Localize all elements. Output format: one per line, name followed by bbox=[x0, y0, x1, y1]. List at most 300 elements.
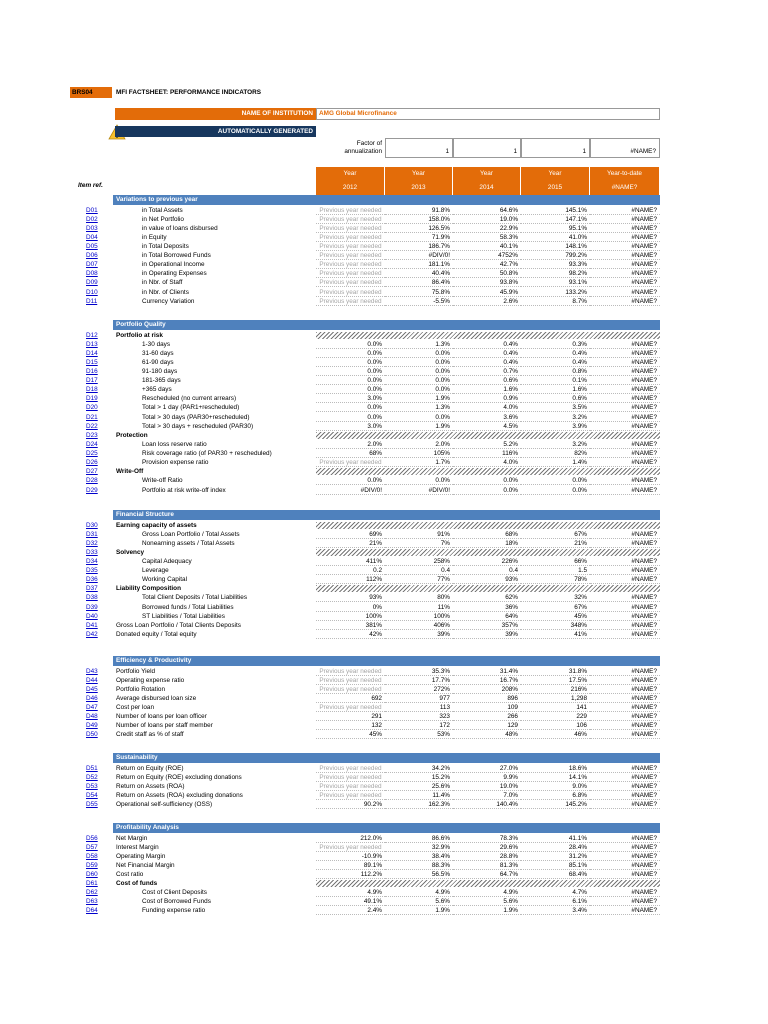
value-cell: #NAME? bbox=[590, 603, 660, 612]
item-ref-link[interactable]: D08 bbox=[86, 270, 98, 278]
value-cell: 68% bbox=[453, 530, 521, 539]
row-label: Working Capital bbox=[142, 576, 187, 584]
factor-cell[interactable]: 1 bbox=[453, 138, 521, 158]
value-cell: 133.2% bbox=[521, 288, 590, 297]
row-label: Return on Assets (ROA) excluding donations bbox=[116, 791, 243, 799]
item-ref-link[interactable]: D51 bbox=[86, 764, 98, 772]
value-cell: 1.9% bbox=[453, 906, 521, 915]
year-column-header: Year 2015 bbox=[521, 167, 590, 195]
item-ref-link[interactable]: D04 bbox=[86, 233, 98, 241]
item-ref-link[interactable]: D32 bbox=[86, 539, 98, 547]
value-cell: 0.6% bbox=[453, 376, 521, 385]
row-label: Total Client Deposits / Total Liabilities bbox=[142, 594, 248, 602]
value-cell: 71.9% bbox=[385, 233, 453, 242]
value-cell: Previous year needed bbox=[316, 773, 385, 782]
value-cell: 56.5% bbox=[385, 870, 453, 879]
value-cell: 0.2 bbox=[316, 566, 385, 575]
row-label: Return on Equity (ROE) excluding donations bbox=[116, 773, 242, 781]
value-cell: #NAME? bbox=[590, 870, 660, 879]
value-cell: 4752% bbox=[453, 251, 521, 260]
value-cell: 113 bbox=[385, 703, 453, 712]
item-ref-link[interactable]: D62 bbox=[86, 889, 98, 897]
value-cell: -10.9% bbox=[316, 852, 385, 861]
item-ref-link[interactable]: D28 bbox=[86, 477, 98, 485]
value-cell: 106 bbox=[521, 721, 590, 730]
value-cell: #NAME? bbox=[590, 486, 660, 495]
item-ref-link[interactable]: D31 bbox=[86, 530, 98, 538]
value-cell: 2.0% bbox=[385, 440, 453, 449]
item-ref-link[interactable]: D41 bbox=[86, 621, 98, 629]
table-row bbox=[0, 566, 768, 575]
institution-label: NAME OF INSTITUTION bbox=[115, 108, 316, 120]
value-cell: #NAME? bbox=[590, 800, 660, 809]
value-cell: 0.0% bbox=[385, 349, 453, 358]
item-ref-link[interactable]: D43 bbox=[86, 667, 98, 675]
value-cell: 0.1% bbox=[521, 376, 590, 385]
value-cell: 19.0% bbox=[453, 782, 521, 791]
table-row bbox=[0, 593, 768, 602]
value-cell: 692 bbox=[316, 694, 385, 703]
year-column-header: Year-to-date #NAME? bbox=[590, 167, 660, 195]
value-cell: 68% bbox=[316, 449, 385, 458]
value-cell: 40.4% bbox=[385, 269, 453, 278]
value-cell: #NAME? bbox=[590, 260, 660, 269]
item-ref-link[interactable]: D23 bbox=[86, 431, 98, 439]
item-ref-link[interactable]: D58 bbox=[86, 852, 98, 860]
item-ref-link[interactable]: D10 bbox=[86, 288, 98, 296]
item-ref-link[interactable]: D18 bbox=[86, 386, 98, 394]
value-cell: 67% bbox=[521, 603, 590, 612]
value-cell: 78% bbox=[521, 575, 590, 584]
item-ref-link[interactable]: D16 bbox=[86, 367, 98, 375]
value-cell: Previous year needed bbox=[316, 224, 385, 233]
value-cell: 145.1% bbox=[521, 206, 590, 215]
item-ref-link[interactable]: D29 bbox=[86, 486, 98, 494]
value-cell: 105% bbox=[385, 449, 453, 458]
value-cell: #NAME? bbox=[590, 630, 660, 639]
value-cell: 77% bbox=[385, 575, 453, 584]
item-ref-link[interactable]: D01 bbox=[86, 206, 98, 214]
row-label: Solvency bbox=[116, 548, 145, 556]
value-cell: 64.6% bbox=[453, 206, 521, 215]
table-row bbox=[0, 358, 768, 367]
item-ref-link[interactable]: D52 bbox=[86, 773, 98, 781]
item-ref-link[interactable]: D61 bbox=[86, 880, 98, 888]
item-ref-link[interactable]: D09 bbox=[86, 279, 98, 287]
item-ref-link[interactable]: D14 bbox=[86, 349, 98, 357]
value-cell: 0.4 bbox=[453, 566, 521, 575]
value-cell: 229 bbox=[521, 712, 590, 721]
item-ref-link[interactable]: D50 bbox=[86, 731, 98, 739]
value-cell: 4.9% bbox=[385, 888, 453, 897]
item-ref-link[interactable]: D33 bbox=[86, 548, 98, 556]
item-ref-link[interactable]: D35 bbox=[86, 567, 98, 575]
table-row bbox=[0, 367, 768, 376]
value-cell: Previous year needed bbox=[316, 251, 385, 260]
value-cell: 50.8% bbox=[453, 269, 521, 278]
hatched-cell bbox=[316, 880, 660, 887]
value-cell: 1.3% bbox=[385, 340, 453, 349]
value-cell: 11% bbox=[385, 603, 453, 612]
value-cell: Previous year needed bbox=[316, 278, 385, 287]
value-cell: 34.2% bbox=[385, 764, 453, 773]
row-label: Operating expense ratio bbox=[116, 676, 185, 684]
value-cell: #NAME? bbox=[590, 476, 660, 485]
row-label: Donated equity / Total equity bbox=[116, 630, 197, 638]
item-ref-link[interactable]: D60 bbox=[86, 870, 98, 878]
value-cell: Previous year needed bbox=[316, 685, 385, 694]
item-ref-link[interactable]: D06 bbox=[86, 252, 98, 260]
row-label: Cost of funds bbox=[116, 880, 158, 888]
item-ref-link[interactable]: D64 bbox=[86, 907, 98, 915]
value-cell: 93.1% bbox=[521, 278, 590, 287]
value-cell: Previous year needed bbox=[316, 260, 385, 269]
value-cell: 0.0% bbox=[316, 349, 385, 358]
value-cell: #NAME? bbox=[590, 358, 660, 367]
value-cell: #NAME? bbox=[590, 413, 660, 422]
value-cell: 6.8% bbox=[521, 791, 590, 800]
table-row bbox=[0, 870, 768, 879]
value-cell: 258% bbox=[385, 557, 453, 566]
row-label: Gross Loan Portfolio / Total Clients Deposits bbox=[116, 621, 241, 629]
table-row bbox=[0, 539, 768, 548]
row-label: Net Margin bbox=[116, 834, 148, 842]
value-cell: 411% bbox=[316, 557, 385, 566]
table-row bbox=[0, 712, 768, 721]
value-cell: 1.5 bbox=[521, 566, 590, 575]
value-cell: 0.0% bbox=[453, 476, 521, 485]
row-label: Liability Composition bbox=[116, 585, 181, 593]
value-cell: Previous year needed bbox=[316, 843, 385, 852]
value-cell: 129 bbox=[453, 721, 521, 730]
row-label: in Total Borrowed Funds bbox=[142, 252, 211, 260]
value-cell: 91.8% bbox=[385, 206, 453, 215]
value-cell: #DIV/0! bbox=[385, 486, 453, 495]
item-ref-link[interactable]: D20 bbox=[86, 404, 98, 412]
value-cell: 39% bbox=[385, 630, 453, 639]
value-cell: 82% bbox=[521, 449, 590, 458]
value-cell: 0.6% bbox=[521, 394, 590, 403]
table-row bbox=[0, 403, 768, 412]
value-cell: 35.3% bbox=[385, 667, 453, 676]
item-ref-link[interactable]: D57 bbox=[86, 843, 98, 851]
year-column-header: Year 2012 bbox=[316, 167, 385, 195]
value-cell: 208% bbox=[453, 685, 521, 694]
value-cell: #NAME? bbox=[590, 251, 660, 260]
value-cell: #NAME? bbox=[590, 906, 660, 915]
value-cell: 45% bbox=[316, 730, 385, 739]
factor-label: Factor of annualization bbox=[344, 140, 382, 155]
item-ref-link[interactable]: D03 bbox=[86, 224, 98, 232]
value-cell: #NAME? bbox=[590, 593, 660, 602]
row-label: in Total Deposits bbox=[142, 242, 189, 250]
value-cell: 162.3% bbox=[385, 800, 453, 809]
section-header: Financial Structure bbox=[113, 510, 660, 520]
table-row bbox=[0, 730, 768, 739]
item-ref-link[interactable]: D45 bbox=[86, 685, 98, 693]
item-ref-link[interactable]: D22 bbox=[86, 422, 98, 430]
table-row bbox=[0, 278, 768, 287]
item-ref-link[interactable]: D05 bbox=[86, 242, 98, 250]
sheet-code: BRS04 bbox=[70, 87, 112, 98]
table-row bbox=[0, 297, 768, 306]
value-cell: 7.0% bbox=[453, 791, 521, 800]
value-cell: 0.0% bbox=[316, 476, 385, 485]
value-cell: 381% bbox=[316, 621, 385, 630]
item-ref-link[interactable]: D40 bbox=[86, 612, 98, 620]
row-label: Cost per loan bbox=[116, 703, 155, 711]
value-cell: 89.1% bbox=[316, 861, 385, 870]
value-cell: 45.9% bbox=[453, 288, 521, 297]
value-cell: 272% bbox=[385, 685, 453, 694]
value-cell: 64% bbox=[453, 612, 521, 621]
value-cell: 88.3% bbox=[385, 861, 453, 870]
value-cell: 78.3% bbox=[453, 834, 521, 843]
value-cell: 2.0% bbox=[316, 440, 385, 449]
value-cell: 4.0% bbox=[453, 403, 521, 412]
table-row bbox=[0, 676, 768, 685]
row-label: Operational self-sufficiency (OSS) bbox=[116, 800, 213, 808]
value-cell: 0% bbox=[316, 603, 385, 612]
row-label: Loan loss reserve ratio bbox=[142, 440, 207, 448]
value-cell: Previous year needed bbox=[316, 269, 385, 278]
institution-name-field[interactable]: AMG Global Microfinance bbox=[316, 108, 660, 120]
row-label: +365 days bbox=[142, 386, 172, 394]
table-row bbox=[0, 260, 768, 269]
table-row bbox=[0, 431, 768, 440]
row-label: Funding expense ratio bbox=[142, 907, 206, 915]
value-cell: Previous year needed bbox=[316, 206, 385, 215]
table-row bbox=[0, 206, 768, 215]
value-cell: 4.9% bbox=[453, 888, 521, 897]
value-cell: Previous year needed bbox=[316, 676, 385, 685]
item-ref-link[interactable]: D53 bbox=[86, 782, 98, 790]
table-row bbox=[0, 603, 768, 612]
value-cell: 357% bbox=[453, 621, 521, 630]
item-ref-link[interactable]: D55 bbox=[86, 800, 98, 808]
item-ref-link[interactable]: D56 bbox=[86, 834, 98, 842]
value-cell: 31.4% bbox=[453, 667, 521, 676]
item-ref-link[interactable]: D19 bbox=[86, 395, 98, 403]
value-cell: #NAME? bbox=[590, 242, 660, 251]
item-ref-link[interactable]: D54 bbox=[86, 791, 98, 799]
value-cell: 39% bbox=[453, 630, 521, 639]
table-row bbox=[0, 861, 768, 870]
table-row bbox=[0, 685, 768, 694]
value-cell: 1.9% bbox=[385, 906, 453, 915]
table-row bbox=[0, 621, 768, 630]
value-cell: 141 bbox=[521, 703, 590, 712]
item-ref-link[interactable]: D30 bbox=[86, 521, 98, 529]
value-cell: 3.2% bbox=[521, 413, 590, 422]
row-label: Return on Equity (ROE) bbox=[116, 764, 184, 772]
value-cell: #NAME? bbox=[590, 403, 660, 412]
value-cell: 323 bbox=[385, 712, 453, 721]
value-cell: 0.0% bbox=[316, 376, 385, 385]
table-row bbox=[0, 458, 768, 467]
item-ref-link[interactable]: D17 bbox=[86, 377, 98, 385]
value-cell: 95.1% bbox=[521, 224, 590, 233]
item-ref-link[interactable]: D37 bbox=[86, 585, 98, 593]
item-ref-link[interactable]: D15 bbox=[86, 358, 98, 366]
item-ref-link[interactable]: D49 bbox=[86, 722, 98, 730]
row-label: in Total Assets bbox=[142, 206, 183, 214]
value-cell: 5.6% bbox=[385, 897, 453, 906]
value-cell: 0.0% bbox=[385, 413, 453, 422]
item-ref-link[interactable]: D07 bbox=[86, 261, 98, 269]
value-cell: Previous year needed bbox=[316, 667, 385, 676]
value-cell: 4.5% bbox=[453, 422, 521, 431]
value-cell: #NAME? bbox=[590, 449, 660, 458]
value-cell: 1.4% bbox=[521, 458, 590, 467]
item-ref-link[interactable]: D59 bbox=[86, 861, 98, 869]
row-label: ST Liabilities / Total Liabilities bbox=[142, 612, 225, 620]
table-row bbox=[0, 782, 768, 791]
value-cell: 0.0% bbox=[316, 358, 385, 367]
item-ref-link[interactable]: D63 bbox=[86, 898, 98, 906]
item-ref-link[interactable]: D12 bbox=[86, 331, 98, 339]
value-cell: 36% bbox=[453, 603, 521, 612]
hatched-cell bbox=[316, 522, 660, 529]
table-row bbox=[0, 394, 768, 403]
value-cell: #NAME? bbox=[590, 612, 660, 621]
table-row bbox=[0, 340, 768, 349]
item-ref-link[interactable]: D36 bbox=[86, 576, 98, 584]
value-cell: #NAME? bbox=[590, 621, 660, 630]
item-ref-link[interactable]: D47 bbox=[86, 703, 98, 711]
value-cell: #NAME? bbox=[590, 676, 660, 685]
row-label: Capital Adequacy bbox=[142, 557, 192, 565]
table-row bbox=[0, 575, 768, 584]
value-cell: Previous year needed bbox=[316, 297, 385, 306]
table-row bbox=[0, 242, 768, 251]
item-ref-link[interactable]: D39 bbox=[86, 603, 98, 611]
item-ref-link[interactable]: D25 bbox=[86, 450, 98, 458]
item-ref-link[interactable]: D34 bbox=[86, 557, 98, 565]
item-ref-link[interactable]: D42 bbox=[86, 630, 98, 638]
item-ref-link[interactable]: D13 bbox=[86, 340, 98, 348]
value-cell: 67% bbox=[521, 530, 590, 539]
table-row bbox=[0, 269, 768, 278]
value-cell: #NAME? bbox=[590, 440, 660, 449]
factor-cell[interactable]: #NAME? bbox=[590, 138, 660, 158]
auto-generated-label: AUTOMATICALLY GENERATED bbox=[115, 126, 316, 137]
value-cell: 42.7% bbox=[453, 260, 521, 269]
value-cell: #NAME? bbox=[590, 694, 660, 703]
table-row bbox=[0, 521, 768, 530]
table-row bbox=[0, 376, 768, 385]
value-cell: 145.2% bbox=[521, 800, 590, 809]
value-cell: Previous year needed bbox=[316, 458, 385, 467]
value-cell: #NAME? bbox=[590, 224, 660, 233]
row-label: Provision expense ratio bbox=[142, 459, 209, 467]
value-cell: 0.4% bbox=[521, 358, 590, 367]
factor-cell[interactable]: 1 bbox=[521, 138, 590, 158]
value-cell: #NAME? bbox=[590, 897, 660, 906]
value-cell: #NAME? bbox=[590, 539, 660, 548]
table-row bbox=[0, 834, 768, 843]
value-cell: 140.4% bbox=[453, 800, 521, 809]
table-row bbox=[0, 694, 768, 703]
item-ref-link[interactable]: D24 bbox=[86, 440, 98, 448]
value-cell: #NAME? bbox=[590, 791, 660, 800]
value-cell: 32.9% bbox=[385, 843, 453, 852]
item-ref-link[interactable]: D02 bbox=[86, 215, 98, 223]
value-cell: #NAME? bbox=[590, 367, 660, 376]
value-cell: #NAME? bbox=[590, 233, 660, 242]
table-row bbox=[0, 331, 768, 340]
hatched-cell bbox=[316, 432, 660, 439]
value-cell: 0.0% bbox=[385, 385, 453, 394]
value-cell: 148.1% bbox=[521, 242, 590, 251]
value-cell: #NAME? bbox=[590, 782, 660, 791]
row-label: Portfolio Rotation bbox=[116, 685, 166, 693]
value-cell: 18% bbox=[453, 539, 521, 548]
value-cell: 0.4% bbox=[521, 349, 590, 358]
row-label: Number of loans per loan officer bbox=[116, 713, 207, 721]
item-ref-link[interactable]: D27 bbox=[86, 468, 98, 476]
table-row bbox=[0, 764, 768, 773]
value-cell: 86.6% bbox=[385, 834, 453, 843]
value-cell: 27.0% bbox=[453, 764, 521, 773]
value-cell: 132 bbox=[316, 721, 385, 730]
value-cell: 226% bbox=[453, 557, 521, 566]
row-label: Net Financial Margin bbox=[116, 861, 175, 869]
value-cell: #NAME? bbox=[590, 530, 660, 539]
value-cell: Previous year needed bbox=[316, 791, 385, 800]
item-ref-link[interactable]: D38 bbox=[86, 594, 98, 602]
row-label: Total > 30 days (PAR30+rescheduled) bbox=[142, 413, 250, 421]
value-cell: 1.3% bbox=[385, 403, 453, 412]
row-label: in Nbr. of Clients bbox=[142, 288, 189, 296]
hatched-cell bbox=[316, 332, 660, 339]
value-cell: 0.0% bbox=[385, 476, 453, 485]
value-cell: 0.0% bbox=[385, 367, 453, 376]
value-cell: 100% bbox=[385, 612, 453, 621]
item-ref-link[interactable]: D46 bbox=[86, 694, 98, 702]
value-cell: 181.1% bbox=[385, 260, 453, 269]
item-ref-link[interactable]: D11 bbox=[86, 297, 98, 305]
row-label: in Net Portfolio bbox=[142, 215, 184, 223]
value-cell: 3.6% bbox=[453, 413, 521, 422]
item-ref-link[interactable]: D21 bbox=[86, 413, 98, 421]
row-label: Portfolio at risk write-off index bbox=[142, 486, 226, 494]
table-row bbox=[0, 852, 768, 861]
value-cell: 9.0% bbox=[521, 782, 590, 791]
value-cell: #NAME? bbox=[590, 340, 660, 349]
value-cell: 1.9% bbox=[385, 394, 453, 403]
table-row bbox=[0, 548, 768, 557]
value-cell: 116% bbox=[453, 449, 521, 458]
value-cell: 98.2% bbox=[521, 269, 590, 278]
table-row bbox=[0, 233, 768, 242]
year-column-header: Year 2013 bbox=[385, 167, 453, 195]
factor-cell[interactable]: 1 bbox=[385, 138, 453, 158]
value-cell: 25.6% bbox=[385, 782, 453, 791]
item-ref-link[interactable]: D44 bbox=[86, 676, 98, 684]
value-cell: 158.0% bbox=[385, 215, 453, 224]
row-label: 61-90 days bbox=[142, 358, 174, 366]
table-row bbox=[0, 476, 768, 485]
value-cell: #DIV/0! bbox=[385, 251, 453, 260]
item-ref-link[interactable]: D26 bbox=[86, 459, 98, 467]
value-cell: 112% bbox=[316, 575, 385, 584]
row-label: 181-365 days bbox=[142, 377, 181, 385]
value-cell: 16.7% bbox=[453, 676, 521, 685]
value-cell: #NAME? bbox=[590, 575, 660, 584]
item-ref-link[interactable]: D48 bbox=[86, 713, 98, 721]
value-cell: 3.5% bbox=[521, 403, 590, 412]
